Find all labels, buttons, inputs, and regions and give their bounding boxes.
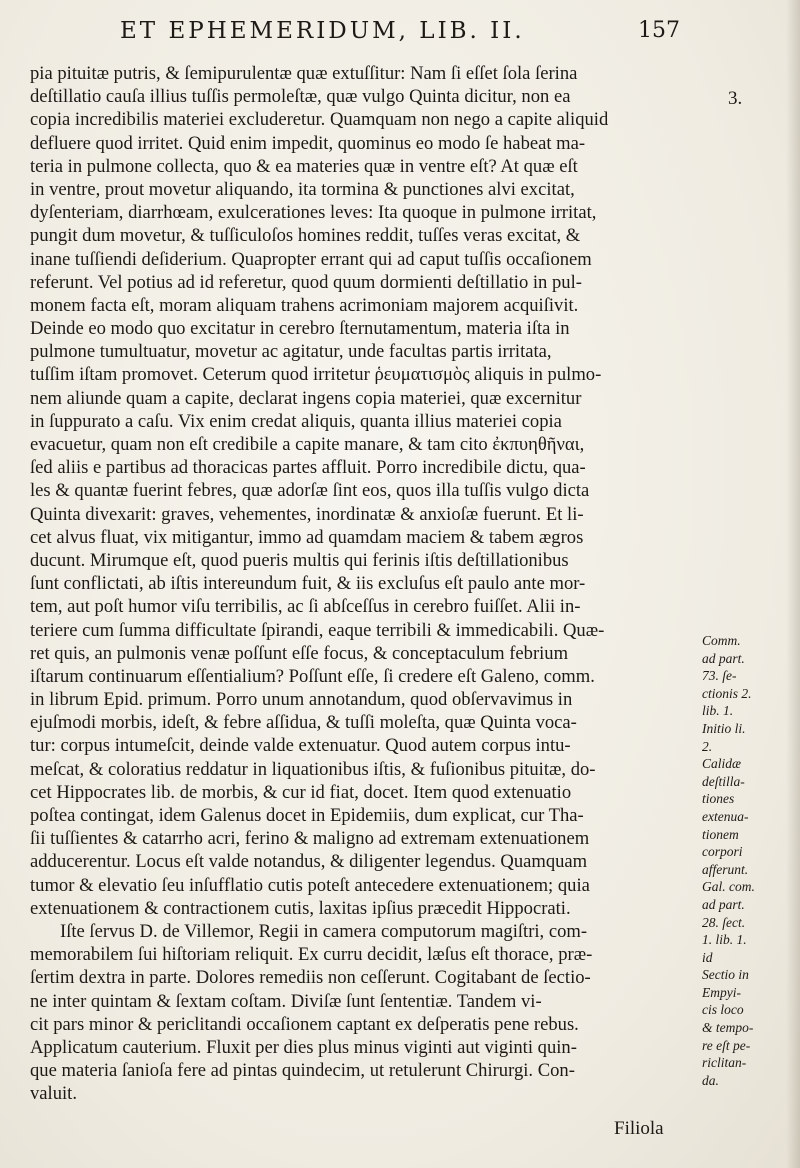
margin-note-line: 28. ſect. [702,914,746,930]
margin-note-line: lib. 1. [702,703,734,719]
margin-note-line: Comm. [702,633,741,648]
margin-note-line: da. [702,1072,719,1088]
text-line: deſtillatio cauſa illius tuſſis permoleſtæ, quæ vulgo Quinta dicitur, non ea [30,86,571,108]
margin-note-line: id [702,949,713,965]
text-line: les & quantæ fuerint febres, quæ adorſæ ſint eos, quos illa tuſſis vulgo dicta [30,480,590,502]
margin-section-number: 3. [728,88,743,109]
text-line: in ventre, prout movetur aliquando, ita tormina & punctiones alvi excitat, [30,178,575,200]
margin-note-line: tiones [702,791,735,807]
text-line: cet alvus fluat, vix mitigantur, immo ad quamdam maciem & tabem ægros [30,526,584,548]
text-line: defluere quod irritet. Quid enim impedit, quominus eo modo ſe habeat ma- [30,132,586,154]
running-head [120,18,680,48]
margin-note-line: re eſt pe- [702,1037,751,1053]
text-line: extenuationem & contractionem cutis, laxitas ipſius præcedit Hippocrati. [30,897,571,919]
text-line: ſunt conflictati, ab iſtis intereundum fuit, & iis excluſus eſt paulo ante mor- [30,573,586,595]
text-line: inane tuſſiendi deſiderium. Quapropter errant qui ad caput tuſſis occaſionem [30,248,592,270]
text-line: ſed aliis e partibus ad thoracicas partes affluit. Porro incredibile dictu, qua- [30,457,586,479]
margin-note-line: Gal. com. [702,879,755,895]
text-line: iſtarum continuarum eſſentialium? Poſſunt eſſe, ſi credere eſt Galeno, comm. [30,665,595,687]
text-line: nem aliunde quam a capite, declarat ingens copia materiei, quæ excernitur [30,387,582,409]
margin-note-line: ad part. [702,896,745,912]
text-line: pulmone tumultuatur, movetur ac agitatur, unde facultas partis irritata, [30,341,552,363]
text-line: ducunt. Mirumque eſt, quod pueris multis qui ferinis iſtis deſtillationibus [30,549,569,571]
margin-note-line: Empyi- [702,984,741,1000]
text-line: Applicatum cauterium. Fluxit per dies plus minus viginti aut viginti quin- [30,1036,577,1058]
text-line: meſcat, & coloratius reddatur in liquationibus iſtis, & fuſionibus pituitæ, do- [30,758,596,780]
text-line: Deinde eo modo quo excitatur in cerebro ſternutamentum, materia iſta in [30,318,570,340]
text-line: Iſte ſervus D. de Villemor, Regii in camera computorum magiſtri, com- [60,920,588,942]
text-line: adducerentur. Locus eſt valde notandus, & diligenter legendus. Quamquam [30,851,588,873]
text-line: in librum Epid. primum. Porro unum annotandum, quod obſervavimus in [30,689,573,711]
text-line: valuit. [30,1083,77,1105]
text-line: Quinta divexarit: graves, vehementes, inordinatæ & anxioſæ fuerunt. Et li- [30,503,584,525]
margin-note-line: extenua- [702,808,749,824]
margin-note-line: corpori [702,844,743,860]
catchword: Filiola [614,1118,664,1139]
margin-note-line: 73. ſe- [702,668,737,684]
text-line: evacuetur, quam non eſt credibile a capite manare, & tam cito ἐκπυηθῆναι, [30,434,585,455]
text-line: pungit dum movetur, & tuſſiculoſos homines reddit, tuſſes veras excitat, & [30,225,581,247]
margin-note-line: cis loco [702,1002,744,1018]
text-line: teria in pulmone collecta, quo & ea materies quæ in ventre eſt? At quæ eſt [30,155,578,177]
text-line: ejuſmodi morbis, ideſt, & febre aſſidua, & tuſſi moleſta, quæ Quinta voca- [30,712,577,734]
page-number: 157 [638,18,680,43]
text-line: pia pituitæ putris, & ſemipurulentæ quæ extuſſitur: Nam ſi eſſet ſola ſerina [30,63,578,84]
margin-note-line: Initio li. [702,720,746,736]
margin-note-line: 1. lib. 1. [702,932,747,948]
main-text-block [30,62,685,1105]
text-line: copia incredibilis materiei excluderetur. Quamquam non nego a capite aliquid [30,109,609,131]
text-line: poſtea contingat, idem Galenus docet in Epidemiis, dum explicat, cur Tha- [30,805,584,826]
text-line: que materia ſanioſa fere ad pintas quindecim, ut retulerunt Chirurgi. Con- [30,1060,575,1082]
margin-annotation [702,632,798,1089]
text-line: ret quis, an pulmonis venæ poſſunt eſſe focus, & conceptaculum febrium [30,642,569,664]
text-line: ſii tuſſientes & catarrho acri, ferino & maligno ad extremam extenuationem [30,828,590,850]
text-line: cet Hippocrates lib. de morbis, & cur id fiat, docet. Item quod extenuatio [30,781,572,803]
margin-note-line: & tempo- [702,1020,754,1036]
text-line: teriere cum ſumma difficultate ſpirandi, eaque terribili & immedicabili. Quæ- [30,619,605,641]
text-line: tumor & elevatio ſeu inſufflatio cutis poteſt antecedere extenuationem; quia [30,874,590,896]
margin-note-line: Sectio in [702,967,749,983]
margin-note-line: tionem [702,826,739,842]
text-line: tuſſim iſtam promovet. Ceterum quod irritetur ῥευματισμὸς aliquis in pulmo- [30,364,602,386]
text-line: dyſenteriam, diarrhœam, exulcerationes leves: Ita quoque in pulmone irritat, [30,202,597,224]
margin-note-line: afferunt. [702,861,749,877]
text-line: tem, aut poſt humor viſu terribilis, ac ſi abſceſſus in cerebro fuiſſet. Alii in- [30,596,581,618]
text-line: tur: corpus intumeſcit, deinde valde extenuatur. Quod autem corpus intu- [30,735,571,757]
text-line: monem facta eſt, moram aliquam trahens acrimoniam majorem acquiſivit. [30,294,579,316]
margin-note-line: deſtilla- [702,773,745,789]
text-line: memorabilem ſui hiſtoriam reliquit. Ex curru decidit, læſus eſt thorace, præ- [30,944,593,966]
margin-note-line: 2. [702,738,713,754]
page-edge-shadow [786,0,800,1168]
text-line: in ſuppurato a caſu. Vix enim credat aliquis, quanta illius materiei copia [30,410,562,432]
text-line: ne inter quintam & ſextam coſtam. Diviſæ ſunt ſententiæ. Tandem vi- [30,990,542,1012]
text-line: referunt. Vel potius ad id referetur, quod quum dormienti deſtillatio in pul- [30,271,582,293]
text-line: ſertim dextra in parte. Dolores remediis non ceſſerunt. Cogitabant de ſectio- [30,967,591,989]
running-head-title: ET EPHEMERIDUM, LIB. II. [120,18,525,44]
text-line: cit pars minor & periclitandi occaſionem captant ex deſperatis pene rebus. [30,1013,579,1035]
margin-note-line: Calidæ [702,756,742,772]
margin-note-line: ctionis 2. [702,685,752,701]
margin-note-line: ad part. [702,650,745,666]
margin-note-line: riclitan- [702,1055,747,1071]
